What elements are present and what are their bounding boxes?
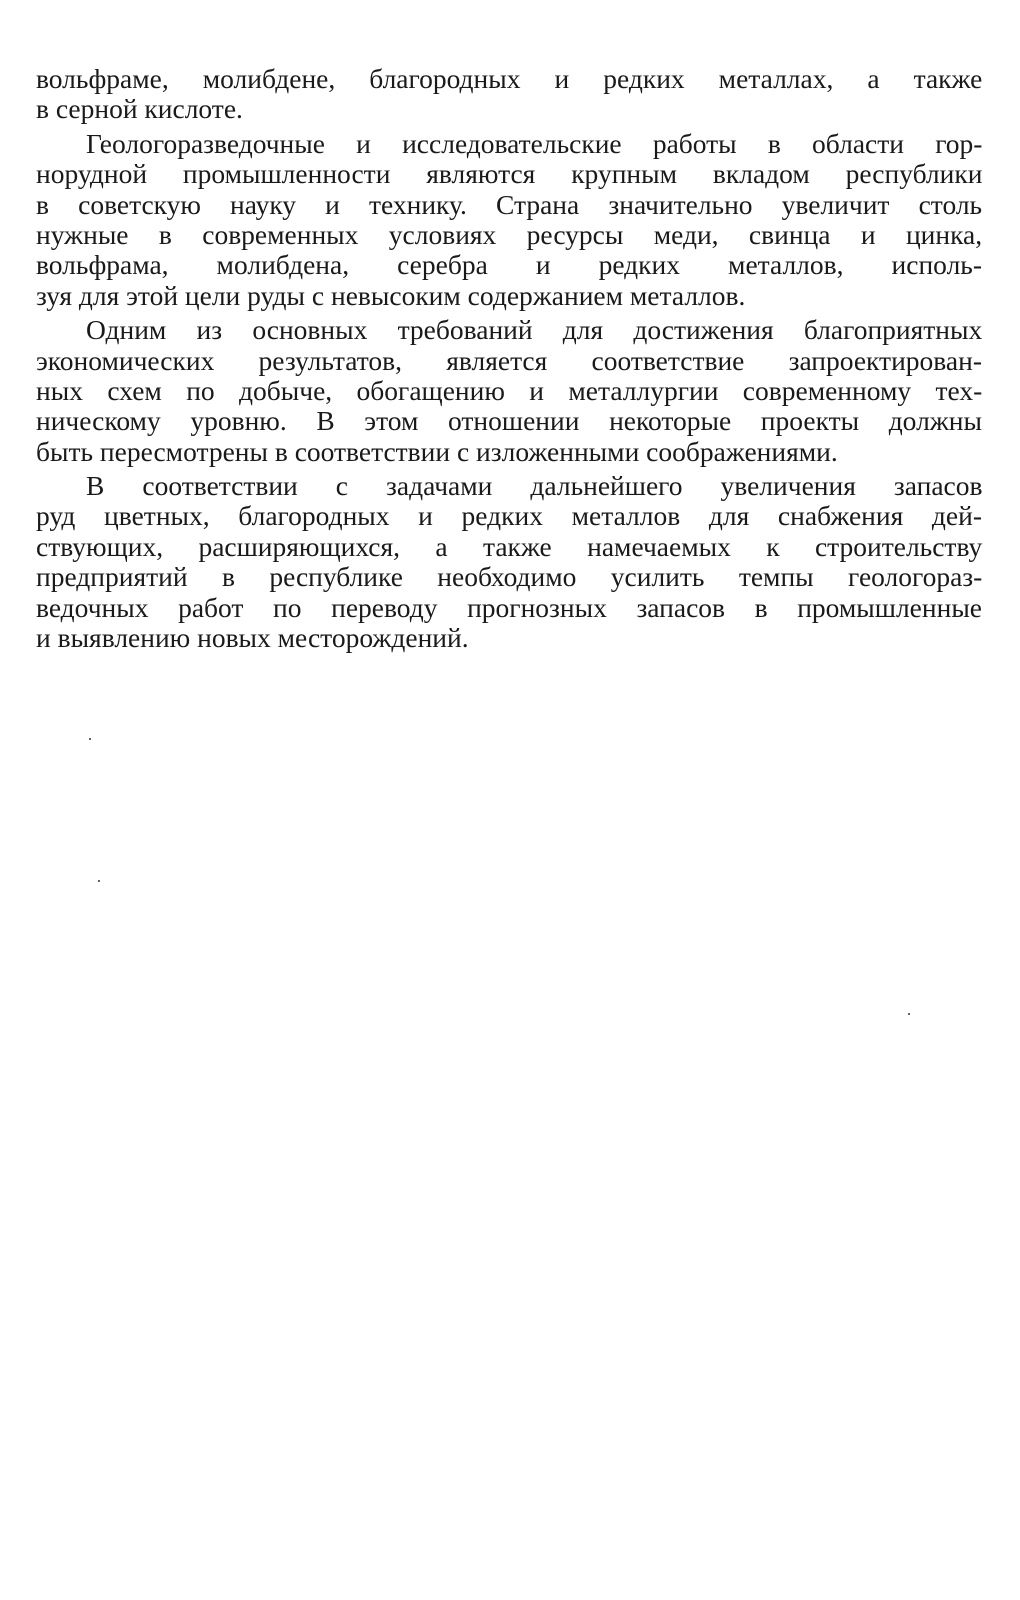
scan-speck	[98, 880, 100, 882]
text-line: Одним из основных требований для достижения благоприятных	[86, 314, 983, 346]
text-line: зуя для этой цели руды с невысоким содержанием металлов.	[36, 279, 746, 311]
scan-speck	[908, 1013, 910, 1015]
text-line: в советскую науку и технику. Страна значительно увеличит столь	[36, 188, 983, 220]
paragraph	[36, 471, 982, 653]
text-line: ных схем по добыче, обогащению и металлургии современному тех-	[36, 374, 983, 406]
text-line: ствующих, расширяющихся, а также намечаемых к строительству	[36, 530, 983, 562]
scan-speck	[89, 738, 91, 740]
text-line: вольфраме, молибдене, благородных и редких металлах, а также	[36, 63, 983, 94]
paragraph	[36, 315, 982, 467]
paragraph	[36, 64, 982, 125]
text-line: экономических результатов, является соответствие запроектирован-	[36, 344, 982, 376]
text-line: предприятий в республике необходимо усилить темпы геологораз-	[36, 561, 983, 593]
text-line: В соответствии с задачами дальнейшего увеличения запасов	[86, 470, 983, 502]
text-line: ведочных работ по переводу прогнозных запасов в промышленные	[36, 591, 982, 623]
text-line: и выявлению новых месторождений.	[36, 622, 469, 654]
text-line: Геологоразведочные и исследовательские работы в области гор-	[86, 127, 983, 159]
text-line: быть пересмотрены в соответствии с изложенными соображениями.	[36, 435, 838, 467]
text-line: в серной кислоте.	[36, 93, 243, 125]
text-line: вольфрама, молибдена, серебра и редких металлов, исполь-	[36, 249, 982, 281]
text-line: ническому уровню. В этом отношении некоторые проекты должны	[36, 405, 982, 437]
paragraph	[36, 129, 982, 311]
text-line: норудной промышленности являются крупным вкладом республики	[36, 158, 983, 190]
body-text	[36, 64, 982, 653]
text-line: нужные в современных условиях ресурсы меди, свинца и цинка,	[36, 218, 983, 250]
text-line: руд цветных, благородных и редких металлов для снабжения дей-	[36, 500, 982, 532]
